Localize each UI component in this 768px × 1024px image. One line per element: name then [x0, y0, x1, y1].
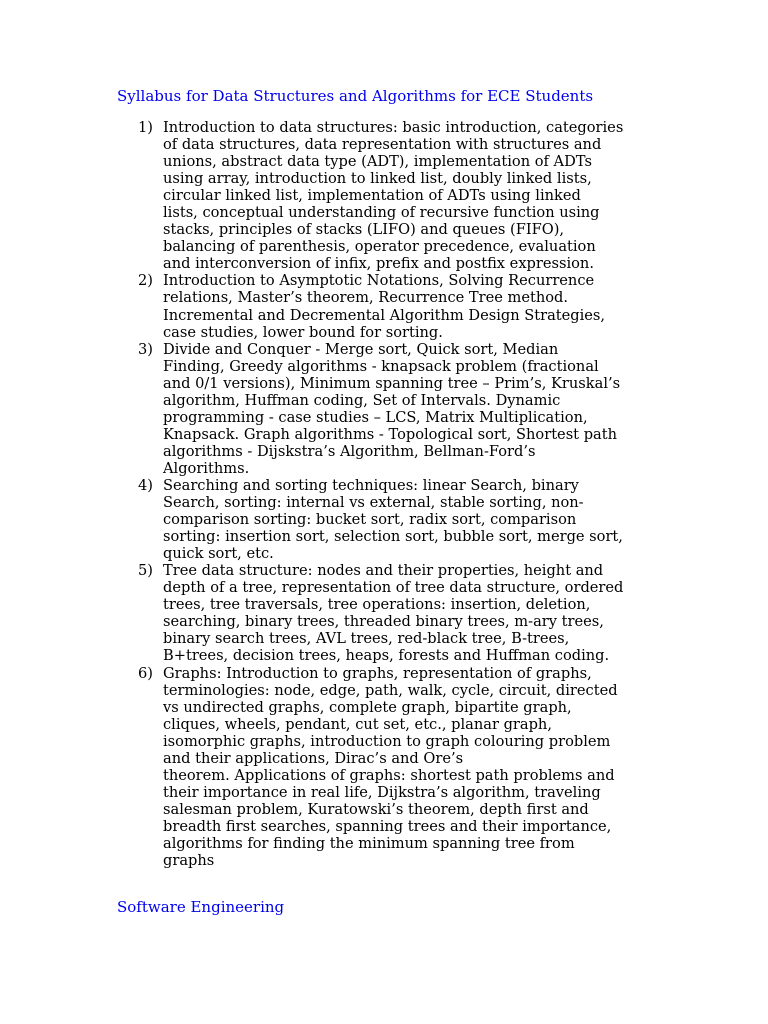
syllabus-item-5: [138, 562, 654, 664]
text-line: Divide and Conquer - Merge sort, Quick sort, Median: [163, 340, 559, 358]
text-line: using array, introduction to linked list, doubly linked lists,: [163, 170, 592, 188]
text-line: programming - case studies – LCS, Matrix Multiplication,: [163, 408, 588, 426]
text-line: Tree data structure: nodes and their properties, height and: [163, 562, 604, 580]
text-line: algorithm, Huffman coding, Set of Intervals. Dynamic: [163, 391, 561, 409]
text-line: vs undirected graphs, complete graph, bipartite graph,: [163, 698, 572, 716]
text-line: quick sort, etc.: [163, 545, 274, 563]
text-line: their importance in real life, Dijkstra’s algorithm, traveling: [163, 783, 601, 801]
next-section-title: Software Engineering: [117, 898, 285, 916]
list-item-text: [163, 562, 654, 664]
text-line: algorithms - Dijskstra’s Algorithm, Bellman-Ford’s: [163, 442, 536, 460]
list-item-number: 2): [138, 272, 153, 290]
text-line: algorithms for finding the minimum spanning tree from: [163, 834, 575, 852]
text-line: graphs: [163, 852, 215, 870]
syllabus-item-4: [138, 477, 654, 562]
text-line: comparison sorting: bucket sort, radix sort, comparison: [163, 511, 577, 529]
list-item-number: 6): [138, 664, 153, 682]
list-item-text: [163, 272, 654, 340]
text-line: Searching and sorting techniques: linear Search, binary: [163, 476, 579, 494]
syllabus-title: Syllabus for Data Structures and Algorithms for ECE Students: [117, 87, 594, 105]
text-line: Search, sorting: internal vs external, stable sorting, non-: [163, 494, 584, 512]
text-line: Knapsack. Graph algorithms - Topological sort, Shortest path: [163, 425, 617, 443]
syllabus-item-3: [138, 341, 654, 477]
text-line: Introduction to Asymptotic Notations, Solving Recurrence: [163, 272, 595, 290]
text-line: sorting: insertion sort, selection sort, bubble sort, merge sort,: [163, 528, 623, 546]
text-line: salesman problem, Kuratowski’s theorem, depth first and: [163, 800, 589, 818]
text-line: Incremental and Decremental Algorithm Design Strategies,: [163, 306, 606, 324]
text-line: of data structures, data representation with structures and: [163, 136, 602, 154]
text-line: theorem. Applications of graphs: shortest path problems and: [163, 766, 615, 784]
text-line: Introduction to data structures: basic introduction, categories: [163, 119, 624, 136]
text-line: Algorithms.: [163, 459, 250, 477]
list-item-number: 5): [138, 562, 153, 580]
syllabus-item-1: [138, 119, 654, 272]
text-line: Finding, Greedy algorithms - knapsack problem (fractional: [163, 357, 599, 375]
text-line: circular linked list, implementation of ADTs using linked: [163, 187, 581, 205]
text-line: stacks, principles of stacks (LIFO) and queues (FIFO),: [163, 221, 565, 239]
text-line: unions, abstract data type (ADT), implementation of ADTs: [163, 153, 592, 171]
text-line: B+trees, decision trees, heaps, forests and Huffman coding.: [163, 647, 610, 665]
text-line: balancing of parenthesis, operator precedence, evaluation: [163, 238, 596, 256]
text-line: and their applications, Dirac’s and Ore’s: [163, 749, 464, 767]
list-item-text: [163, 119, 654, 272]
syllabus-topic-list: [138, 119, 654, 869]
syllabus-item-6: [138, 665, 654, 870]
text-line: and interconversion of infix, prefix and postfix expression.: [163, 255, 594, 273]
text-line: trees, tree traversals, tree operations: insertion, deletion,: [163, 596, 591, 614]
list-item-text: [163, 665, 654, 870]
list-item-text: [163, 477, 654, 562]
syllabus-item-2: [138, 272, 654, 340]
text-line: and 0/1 versions), Minimum spanning tree – Prim’s, Kruskal’s: [163, 374, 621, 392]
text-line: depth of a tree, representation of tree data structure, ordered: [163, 579, 624, 597]
text-line: Graphs: Introduction to graphs, representation of graphs,: [163, 664, 592, 682]
list-item-text: [163, 341, 654, 477]
list-item-number: 3): [138, 340, 153, 358]
text-line: terminologies: node, edge, path, walk, cycle, circuit, directed: [163, 681, 618, 699]
text-line: isomorphic graphs, introduction to graph colouring problem: [163, 732, 611, 750]
text-line: case studies, lower bound for sorting.: [163, 323, 443, 341]
text-line: breadth first searches, spanning trees and their importance,: [163, 817, 612, 835]
text-line: searching, binary trees, threaded binary trees, m-ary trees,: [163, 613, 604, 631]
text-line: relations, Master’s theorem, Recurrence Tree method.: [163, 289, 569, 307]
list-item-number: 4): [138, 476, 153, 494]
text-line: cliques, wheels, pendant, cut set, etc., planar graph,: [163, 715, 552, 733]
list-item-number: 1): [138, 119, 153, 136]
text-line: lists, conceptual understanding of recursive function using: [163, 204, 600, 222]
text-line: binary search trees, AVL trees, red-black tree, B-trees,: [163, 630, 570, 648]
